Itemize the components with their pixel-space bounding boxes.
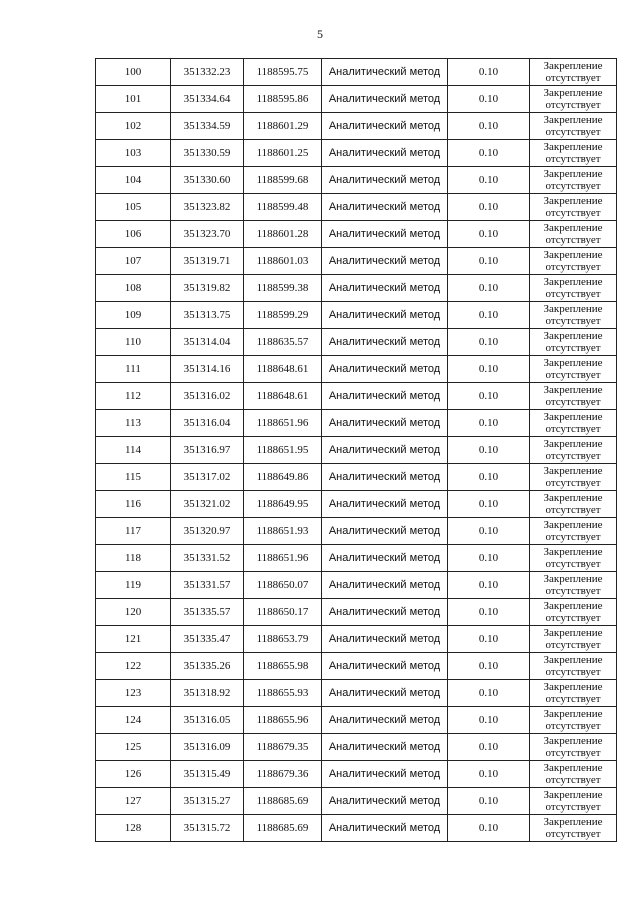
point-number-cell: 106	[96, 221, 171, 248]
x-coordinate-cell: 351313.75	[171, 302, 244, 329]
accuracy-cell: 0.10	[448, 653, 530, 680]
y-coordinate-cell: 1188599.68	[244, 167, 322, 194]
x-coordinate-cell: 351314.16	[171, 356, 244, 383]
x-coordinate-cell: 351334.64	[171, 86, 244, 113]
accuracy-cell: 0.10	[448, 599, 530, 626]
fixation-text: отсутствует	[545, 639, 601, 651]
table-row	[96, 383, 617, 410]
fixation-cell	[530, 626, 617, 653]
y-coordinate-cell: 1188655.98	[244, 653, 322, 680]
fixation-text: отсутствует	[545, 585, 601, 597]
y-coordinate-cell: 1188655.93	[244, 680, 322, 707]
accuracy-cell: 0.10	[448, 221, 530, 248]
method-cell: Аналитический метод	[322, 518, 448, 545]
x-coordinate-cell: 351317.02	[171, 464, 244, 491]
fixation-text: отсутствует	[545, 693, 601, 705]
table-row	[96, 464, 617, 491]
fixation-cell	[530, 761, 617, 788]
point-number-cell: 124	[96, 707, 171, 734]
x-coordinate-cell: 351330.59	[171, 140, 244, 167]
fixation-text: отсутствует	[545, 612, 601, 624]
fixation-cell	[530, 86, 617, 113]
y-coordinate-cell: 1188650.07	[244, 572, 322, 599]
fixation-text: отсутствует	[545, 315, 601, 327]
fixation-cell	[530, 167, 617, 194]
method-cell: Аналитический метод	[322, 113, 448, 140]
accuracy-cell: 0.10	[448, 86, 530, 113]
x-coordinate-cell: 351332.23	[171, 59, 244, 86]
fixation-cell	[530, 194, 617, 221]
y-coordinate-cell: 1188679.35	[244, 734, 322, 761]
method-cell: Аналитический метод	[322, 653, 448, 680]
x-coordinate-cell: 351334.59	[171, 113, 244, 140]
accuracy-cell: 0.10	[448, 167, 530, 194]
method-cell: Аналитический метод	[322, 221, 448, 248]
method-cell: Аналитический метод	[322, 788, 448, 815]
accuracy-cell: 0.10	[448, 410, 530, 437]
table-row	[96, 194, 617, 221]
table-row	[96, 572, 617, 599]
point-number-cell: 109	[96, 302, 171, 329]
x-coordinate-cell: 351330.60	[171, 167, 244, 194]
fixation-text: Закрепление	[543, 465, 603, 477]
point-number-cell: 125	[96, 734, 171, 761]
x-coordinate-cell: 351316.09	[171, 734, 244, 761]
table-row	[96, 356, 617, 383]
point-number-cell: 121	[96, 626, 171, 653]
fixation-text: отсутствует	[545, 180, 601, 192]
y-coordinate-cell: 1188595.75	[244, 59, 322, 86]
fixation-text: Закрепление	[543, 492, 603, 504]
fixation-cell	[530, 599, 617, 626]
fixation-cell	[530, 680, 617, 707]
fixation-text: Закрепление	[543, 276, 603, 288]
y-coordinate-cell: 1188601.29	[244, 113, 322, 140]
fixation-text: отсутствует	[545, 774, 601, 786]
fixation-text: Закрепление	[543, 141, 603, 153]
y-coordinate-cell: 1188653.79	[244, 626, 322, 653]
accuracy-cell: 0.10	[448, 464, 530, 491]
fixation-text: отсутствует	[545, 396, 601, 408]
table-row	[96, 59, 617, 86]
table-row	[96, 86, 617, 113]
fixation-cell	[530, 437, 617, 464]
fixation-text: Закрепление	[543, 627, 603, 639]
method-cell: Аналитический метод	[322, 815, 448, 842]
fixation-cell	[530, 356, 617, 383]
table-row	[96, 329, 617, 356]
y-coordinate-cell: 1188655.96	[244, 707, 322, 734]
fixation-text: отсутствует	[545, 99, 601, 111]
y-coordinate-cell: 1188679.36	[244, 761, 322, 788]
table-row	[96, 545, 617, 572]
fixation-cell	[530, 734, 617, 761]
table-row	[96, 815, 617, 842]
accuracy-cell: 0.10	[448, 680, 530, 707]
accuracy-cell: 0.10	[448, 248, 530, 275]
fixation-text: Закрепление	[543, 519, 603, 531]
fixation-text: Закрепление	[543, 249, 603, 261]
fixation-text: отсутствует	[545, 261, 601, 273]
point-number-cell: 112	[96, 383, 171, 410]
accuracy-cell: 0.10	[448, 761, 530, 788]
fixation-text: отсутствует	[545, 207, 601, 219]
fixation-text: Закрепление	[543, 168, 603, 180]
fixation-text: Закрепление	[543, 60, 603, 72]
method-cell: Аналитический метод	[322, 248, 448, 275]
fixation-text: отсутствует	[545, 558, 601, 570]
fixation-text: отсутствует	[545, 504, 601, 516]
accuracy-cell: 0.10	[448, 275, 530, 302]
point-number-cell: 103	[96, 140, 171, 167]
fixation-text: отсутствует	[545, 126, 601, 138]
method-cell: Аналитический метод	[322, 302, 448, 329]
x-coordinate-cell: 351315.72	[171, 815, 244, 842]
method-cell: Аналитический метод	[322, 680, 448, 707]
method-cell: Аналитический метод	[322, 86, 448, 113]
fixation-cell	[530, 140, 617, 167]
table-row	[96, 491, 617, 518]
x-coordinate-cell: 351319.82	[171, 275, 244, 302]
table-row	[96, 221, 617, 248]
point-number-cell: 110	[96, 329, 171, 356]
fixation-text: Закрепление	[543, 708, 603, 720]
point-number-cell: 107	[96, 248, 171, 275]
y-coordinate-cell: 1188650.17	[244, 599, 322, 626]
y-coordinate-cell: 1188651.96	[244, 545, 322, 572]
fixation-cell	[530, 113, 617, 140]
table-row	[96, 626, 617, 653]
accuracy-cell: 0.10	[448, 545, 530, 572]
accuracy-cell: 0.10	[448, 140, 530, 167]
point-number-cell: 119	[96, 572, 171, 599]
table-row	[96, 653, 617, 680]
fixation-text: отсутствует	[545, 531, 601, 543]
y-coordinate-cell: 1188685.69	[244, 788, 322, 815]
x-coordinate-cell: 351316.97	[171, 437, 244, 464]
method-cell: Аналитический метод	[322, 194, 448, 221]
fixation-text: отсутствует	[545, 828, 601, 840]
accuracy-cell: 0.10	[448, 491, 530, 518]
point-number-cell: 104	[96, 167, 171, 194]
method-cell: Аналитический метод	[322, 356, 448, 383]
method-cell: Аналитический метод	[322, 626, 448, 653]
fixation-text: Закрепление	[543, 438, 603, 450]
x-coordinate-cell: 351320.97	[171, 518, 244, 545]
accuracy-cell: 0.10	[448, 815, 530, 842]
x-coordinate-cell: 351331.57	[171, 572, 244, 599]
fixation-text: Закрепление	[543, 816, 603, 828]
fixation-cell	[530, 464, 617, 491]
point-number-cell: 108	[96, 275, 171, 302]
fixation-text: отсутствует	[545, 153, 601, 165]
accuracy-cell: 0.10	[448, 356, 530, 383]
x-coordinate-cell: 351335.57	[171, 599, 244, 626]
method-cell: Аналитический метод	[322, 410, 448, 437]
accuracy-cell: 0.10	[448, 572, 530, 599]
fixation-text: Закрепление	[543, 600, 603, 612]
accuracy-cell: 0.10	[448, 788, 530, 815]
table-row	[96, 302, 617, 329]
y-coordinate-cell: 1188651.95	[244, 437, 322, 464]
y-coordinate-cell: 1188599.38	[244, 275, 322, 302]
y-coordinate-cell: 1188685.69	[244, 815, 322, 842]
x-coordinate-cell: 351335.47	[171, 626, 244, 653]
y-coordinate-cell: 1188649.95	[244, 491, 322, 518]
table-row	[96, 248, 617, 275]
accuracy-cell: 0.10	[448, 437, 530, 464]
fixation-text: Закрепление	[543, 762, 603, 774]
fixation-text: отсутствует	[545, 666, 601, 678]
fixation-cell	[530, 59, 617, 86]
point-number-cell: 127	[96, 788, 171, 815]
method-cell: Аналитический метод	[322, 59, 448, 86]
fixation-text: отсутствует	[545, 72, 601, 84]
x-coordinate-cell: 351331.52	[171, 545, 244, 572]
fixation-text: Закрепление	[543, 330, 603, 342]
table-row	[96, 707, 617, 734]
point-number-cell: 116	[96, 491, 171, 518]
y-coordinate-cell: 1188601.28	[244, 221, 322, 248]
x-coordinate-cell: 351335.26	[171, 653, 244, 680]
y-coordinate-cell: 1188651.93	[244, 518, 322, 545]
method-cell: Аналитический метод	[322, 734, 448, 761]
fixation-text: Закрепление	[543, 573, 603, 585]
point-number-cell: 126	[96, 761, 171, 788]
method-cell: Аналитический метод	[322, 437, 448, 464]
fixation-text: отсутствует	[545, 747, 601, 759]
accuracy-cell: 0.10	[448, 329, 530, 356]
point-number-cell: 128	[96, 815, 171, 842]
fixation-text: Закрепление	[543, 87, 603, 99]
fixation-cell	[530, 275, 617, 302]
x-coordinate-cell: 351318.92	[171, 680, 244, 707]
point-number-cell: 122	[96, 653, 171, 680]
fixation-text: Закрепление	[543, 681, 603, 693]
fixation-text: Закрепление	[543, 384, 603, 396]
y-coordinate-cell: 1188601.25	[244, 140, 322, 167]
method-cell: Аналитический метод	[322, 545, 448, 572]
accuracy-cell: 0.10	[448, 734, 530, 761]
table-row	[96, 140, 617, 167]
x-coordinate-cell: 351323.70	[171, 221, 244, 248]
point-number-cell: 100	[96, 59, 171, 86]
method-cell: Аналитический метод	[322, 572, 448, 599]
fixation-text: отсутствует	[545, 234, 601, 246]
fixation-cell	[530, 491, 617, 518]
x-coordinate-cell: 351315.49	[171, 761, 244, 788]
y-coordinate-cell: 1188635.57	[244, 329, 322, 356]
y-coordinate-cell: 1188648.61	[244, 356, 322, 383]
fixation-text: отсутствует	[545, 288, 601, 300]
x-coordinate-cell: 351316.04	[171, 410, 244, 437]
table-row	[96, 734, 617, 761]
table-row	[96, 410, 617, 437]
accuracy-cell: 0.10	[448, 59, 530, 86]
method-cell: Аналитический метод	[322, 383, 448, 410]
accuracy-cell: 0.10	[448, 302, 530, 329]
method-cell: Аналитический метод	[322, 464, 448, 491]
y-coordinate-cell: 1188599.29	[244, 302, 322, 329]
fixation-text: отсутствует	[545, 423, 601, 435]
method-cell: Аналитический метод	[322, 167, 448, 194]
table-row	[96, 680, 617, 707]
fixation-text: Закрепление	[543, 195, 603, 207]
fixation-text: отсутствует	[545, 477, 601, 489]
fixation-cell	[530, 248, 617, 275]
fixation-cell	[530, 518, 617, 545]
table-row	[96, 275, 617, 302]
table-row	[96, 761, 617, 788]
fixation-cell	[530, 572, 617, 599]
coordinates-table	[95, 58, 617, 842]
x-coordinate-cell: 351316.05	[171, 707, 244, 734]
fixation-text: Закрепление	[543, 411, 603, 423]
x-coordinate-cell: 351316.02	[171, 383, 244, 410]
method-cell: Аналитический метод	[322, 599, 448, 626]
fixation-text: Закрепление	[543, 735, 603, 747]
fixation-text: Закрепление	[543, 357, 603, 369]
y-coordinate-cell: 1188601.03	[244, 248, 322, 275]
y-coordinate-cell: 1188651.96	[244, 410, 322, 437]
fixation-cell	[530, 815, 617, 842]
fixation-text: Закрепление	[543, 654, 603, 666]
fixation-cell	[530, 221, 617, 248]
point-number-cell: 102	[96, 113, 171, 140]
coordinates-table-body	[96, 59, 617, 842]
accuracy-cell: 0.10	[448, 518, 530, 545]
point-number-cell: 101	[96, 86, 171, 113]
accuracy-cell: 0.10	[448, 194, 530, 221]
fixation-text: Закрепление	[543, 546, 603, 558]
table-row	[96, 599, 617, 626]
fixation-cell	[530, 410, 617, 437]
fixation-cell	[530, 383, 617, 410]
fixation-cell	[530, 707, 617, 734]
accuracy-cell: 0.10	[448, 113, 530, 140]
y-coordinate-cell: 1188648.61	[244, 383, 322, 410]
fixation-cell	[530, 788, 617, 815]
fixation-cell	[530, 302, 617, 329]
method-cell: Аналитический метод	[322, 275, 448, 302]
point-number-cell: 113	[96, 410, 171, 437]
table-row	[96, 167, 617, 194]
accuracy-cell: 0.10	[448, 626, 530, 653]
fixation-cell	[530, 545, 617, 572]
fixation-text: Закрепление	[543, 303, 603, 315]
point-number-cell: 115	[96, 464, 171, 491]
fixation-cell	[530, 653, 617, 680]
accuracy-cell: 0.10	[448, 707, 530, 734]
fixation-text: Закрепление	[543, 114, 603, 126]
table-row	[96, 788, 617, 815]
x-coordinate-cell: 351314.04	[171, 329, 244, 356]
page-number: 5	[317, 27, 323, 41]
method-cell: Аналитический метод	[322, 140, 448, 167]
table-row	[96, 113, 617, 140]
fixation-text: отсутствует	[545, 369, 601, 381]
point-number-cell: 123	[96, 680, 171, 707]
fixation-text: отсутствует	[545, 342, 601, 354]
fixation-cell	[530, 329, 617, 356]
y-coordinate-cell: 1188595.86	[244, 86, 322, 113]
fixation-text: Закрепление	[543, 222, 603, 234]
point-number-cell: 111	[96, 356, 171, 383]
point-number-cell: 118	[96, 545, 171, 572]
table-row	[96, 437, 617, 464]
fixation-text: отсутствует	[545, 801, 601, 813]
x-coordinate-cell: 351321.02	[171, 491, 244, 518]
fixation-text: Закрепление	[543, 789, 603, 801]
fixation-text: отсутствует	[545, 450, 601, 462]
x-coordinate-cell: 351315.27	[171, 788, 244, 815]
accuracy-cell: 0.10	[448, 383, 530, 410]
point-number-cell: 120	[96, 599, 171, 626]
method-cell: Аналитический метод	[322, 707, 448, 734]
table-row	[96, 518, 617, 545]
y-coordinate-cell: 1188599.48	[244, 194, 322, 221]
method-cell: Аналитический метод	[322, 491, 448, 518]
x-coordinate-cell: 351319.71	[171, 248, 244, 275]
method-cell: Аналитический метод	[322, 329, 448, 356]
method-cell: Аналитический метод	[322, 761, 448, 788]
y-coordinate-cell: 1188649.86	[244, 464, 322, 491]
x-coordinate-cell: 351323.82	[171, 194, 244, 221]
fixation-text: отсутствует	[545, 720, 601, 732]
point-number-cell: 105	[96, 194, 171, 221]
point-number-cell: 114	[96, 437, 171, 464]
point-number-cell: 117	[96, 518, 171, 545]
